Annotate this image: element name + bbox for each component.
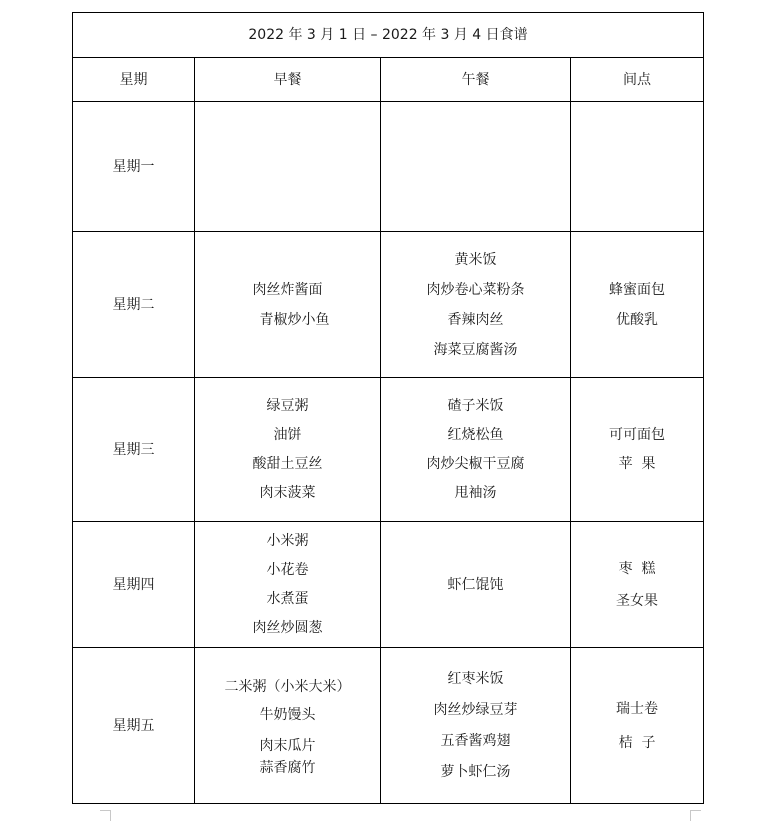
menu-title: 2022 年 3 月 1 日 – 2022 年 3 月 4 日食谱 [73,13,704,58]
table-row [73,102,704,232]
menu-item: 黄米饭 [454,251,497,268]
lunch-cell [381,378,571,522]
menu-item: 虾仁馄饨 [447,576,504,593]
menu-item: 苹 果 [618,455,656,472]
menu-item: 蒜香腐竹 [259,759,316,776]
menu-item: 圣女果 [616,592,659,609]
menu-item: 肉丝炸酱面 [252,281,323,298]
breakfast-cell [195,522,381,648]
menu-item: 红烧松鱼 [447,426,504,443]
lunch-cell [381,522,571,648]
menu-item: 小米粥 [266,532,309,549]
header-breakfast: 早餐 [195,58,381,102]
menu-item: 二米粥（小米大米） [224,678,351,695]
page-corner-mark-left [100,810,111,821]
menu-item: 小花卷 [266,561,309,578]
menu-table [72,12,704,804]
menu-item: 肉炒卷心菜粉条 [426,281,525,298]
menu-item: 蜂蜜面包 [609,281,666,298]
menu-item: 可可面包 [609,426,666,443]
breakfast-cell [195,102,381,232]
header-day: 星期 [73,58,195,102]
menu-item: 牛奶馒头 [259,706,316,723]
menu-item: 瑞士卷 [616,700,659,717]
menu-item: 绿豆粥 [266,397,309,414]
menu-item: 肉丝炒绿豆芽 [433,701,518,718]
menu-item: 酸甜土豆丝 [252,455,323,472]
menu-item: 水煮蛋 [266,590,309,607]
menu-item: 香辣肉丝 [447,311,504,328]
menu-item: 肉末菠菜 [259,484,316,501]
menu-item: 优酸乳 [616,311,659,328]
menu-item: 肉炒尖椒干豆腐 [426,455,525,472]
snack-cell [571,648,704,804]
menu-item: 油饼 [273,426,302,443]
snack-cell [571,378,704,522]
day-cell: 星期三 [73,378,195,522]
breakfast-cell [195,648,381,804]
menu-item: 桔 子 [618,734,656,751]
page-corner-mark-right [690,810,701,821]
menu-item: 红枣米饭 [447,670,504,687]
breakfast-cell [195,232,381,378]
menu-item: 枣 糕 [618,560,656,577]
header-lunch: 午餐 [381,58,571,102]
day-cell: 星期四 [73,522,195,648]
lunch-cell [381,102,571,232]
table-row [73,378,704,522]
day-cell: 星期五 [73,648,195,804]
table-row [73,522,704,648]
table-row [73,648,704,804]
snack-cell [571,232,704,378]
menu-item: 碴子米饭 [447,397,504,414]
menu-item: 肉丝炒圆葱 [252,619,323,636]
menu-item: 青椒炒小鱼 [259,311,330,328]
day-cell: 星期二 [73,232,195,378]
menu-item: 海菜豆腐酱汤 [433,341,518,358]
menu-item: 肉末瓜片 [259,737,316,754]
table-row [73,232,704,378]
menu-item: 萝卜虾仁汤 [440,763,511,780]
snack-cell [571,102,704,232]
snack-cell [571,522,704,648]
lunch-cell [381,232,571,378]
menu-item: 甩袖汤 [454,484,497,501]
menu-item: 五香酱鸡翅 [440,732,511,749]
header-snack: 间点 [571,58,704,102]
day-cell: 星期一 [73,102,195,232]
lunch-cell [381,648,571,804]
breakfast-cell [195,378,381,522]
